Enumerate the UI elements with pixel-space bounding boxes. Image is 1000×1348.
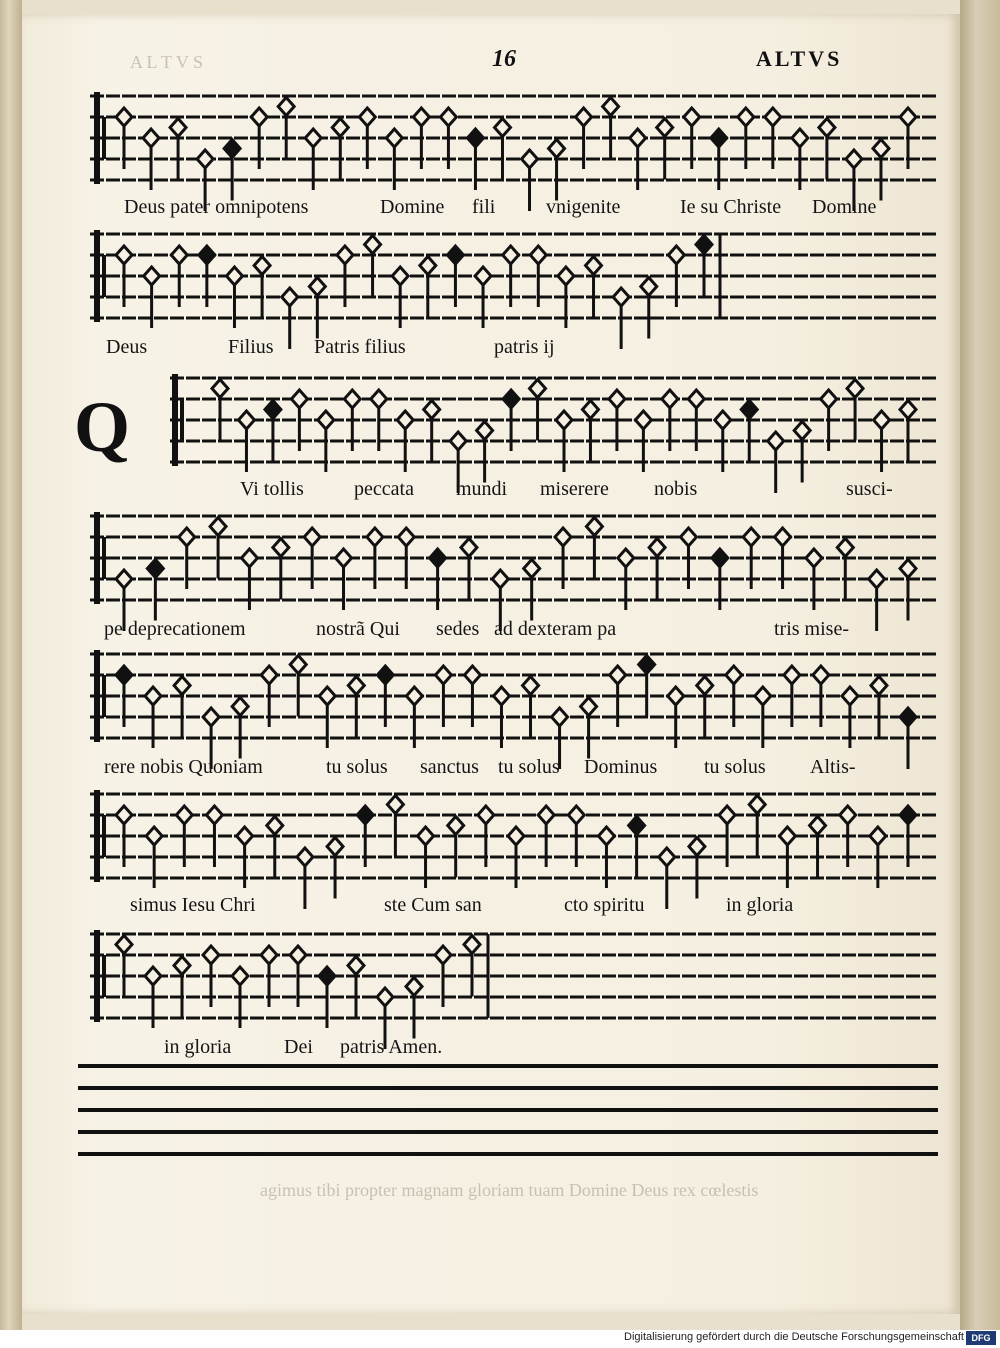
note-head bbox=[203, 946, 219, 964]
lyric-syllable: patris ij bbox=[494, 336, 555, 358]
note-head bbox=[291, 390, 307, 408]
note-head bbox=[348, 677, 364, 695]
note-head bbox=[232, 967, 248, 985]
note-head bbox=[552, 708, 568, 726]
clef-mark bbox=[102, 675, 106, 717]
note-head bbox=[319, 687, 335, 705]
note-head bbox=[467, 129, 483, 147]
note-head bbox=[406, 978, 422, 996]
note-head bbox=[336, 549, 352, 567]
note-head bbox=[371, 390, 387, 408]
note-head bbox=[359, 108, 375, 126]
show-through-text: agimus tibi propter magnam gloriam tuam Domine Deus rex cœlestis bbox=[260, 1180, 759, 1200]
note-head bbox=[609, 390, 625, 408]
note-head bbox=[900, 708, 916, 726]
note-head bbox=[212, 380, 228, 398]
lyric-syllable: Filius bbox=[228, 336, 274, 358]
note-head bbox=[629, 817, 645, 835]
note-head bbox=[598, 827, 614, 845]
clef-mark bbox=[102, 537, 106, 579]
staff-line bbox=[78, 1152, 938, 1156]
lyric-syllable: Dei bbox=[284, 1036, 313, 1058]
note-head bbox=[478, 806, 494, 824]
note-head bbox=[440, 108, 456, 126]
note-head bbox=[304, 528, 320, 546]
note-head bbox=[503, 246, 519, 264]
note-head bbox=[689, 838, 705, 856]
part-name: ALTVS bbox=[756, 46, 843, 71]
note-head bbox=[232, 698, 248, 716]
note-head bbox=[267, 817, 283, 835]
note-head bbox=[367, 528, 383, 546]
lyric-syllable: Patris filius bbox=[314, 336, 406, 358]
note-head bbox=[251, 108, 267, 126]
note-head bbox=[265, 401, 281, 419]
lyric-syllable: Domine bbox=[812, 196, 877, 218]
lyric-syllable: nobis bbox=[654, 478, 698, 500]
note-head bbox=[199, 246, 215, 264]
note-head bbox=[387, 796, 403, 814]
note-head bbox=[555, 528, 571, 546]
note-head bbox=[337, 246, 353, 264]
lyric-syllable: Deus pater omnipotens bbox=[124, 196, 309, 218]
lyric-syllable: mundi bbox=[456, 478, 508, 500]
note-head bbox=[696, 236, 712, 254]
page-number: 16 bbox=[492, 46, 516, 72]
note-head bbox=[146, 827, 162, 845]
note-head bbox=[392, 267, 408, 285]
note-head bbox=[171, 246, 187, 264]
note-head bbox=[768, 432, 784, 450]
dfg-logo: DFG bbox=[966, 1331, 996, 1345]
note-head bbox=[610, 666, 626, 684]
note-head bbox=[530, 380, 546, 398]
note-head bbox=[775, 528, 791, 546]
clef-mark bbox=[94, 230, 100, 322]
note-head bbox=[556, 411, 572, 429]
note-head bbox=[282, 288, 298, 306]
note-head bbox=[873, 140, 889, 158]
note-head bbox=[344, 390, 360, 408]
note-head bbox=[837, 539, 853, 557]
note-head bbox=[224, 140, 240, 158]
note-head bbox=[494, 119, 510, 137]
note-head bbox=[900, 401, 916, 419]
lyric-syllable: miserere bbox=[540, 478, 609, 500]
lyric-syllable: vnigenite bbox=[546, 196, 621, 218]
lyric-syllable: sedes bbox=[436, 618, 480, 640]
note-head bbox=[635, 411, 651, 429]
clef-mark bbox=[102, 955, 106, 997]
lyric-syllable: Vi tollis bbox=[240, 478, 304, 500]
lyric-syllable: Ie su Christe bbox=[680, 196, 782, 218]
note-head bbox=[726, 666, 742, 684]
note-head bbox=[743, 528, 759, 546]
note-head bbox=[174, 677, 190, 695]
note-head bbox=[821, 390, 837, 408]
note-head bbox=[464, 666, 480, 684]
note-head bbox=[874, 411, 890, 429]
note-head bbox=[210, 518, 226, 536]
note-head bbox=[582, 401, 598, 419]
note-head bbox=[327, 838, 343, 856]
note-head bbox=[503, 390, 519, 408]
clef-mark bbox=[94, 92, 100, 184]
note-head bbox=[586, 257, 602, 275]
lyric-syllable: fili bbox=[472, 196, 496, 218]
note-head bbox=[568, 806, 584, 824]
lyric-syllable: cto spiritu bbox=[564, 894, 645, 916]
note-head bbox=[657, 119, 673, 137]
note-head bbox=[719, 806, 735, 824]
note-head bbox=[684, 108, 700, 126]
note-head bbox=[464, 936, 480, 954]
note-head bbox=[357, 806, 373, 824]
note-head bbox=[397, 411, 413, 429]
note-head bbox=[145, 967, 161, 985]
note-head bbox=[871, 677, 887, 695]
note-head bbox=[662, 390, 678, 408]
note-head bbox=[450, 432, 466, 450]
note-head bbox=[174, 957, 190, 975]
lyric-syllable: Dominus bbox=[584, 756, 658, 778]
clef-mark bbox=[94, 790, 100, 882]
note-head bbox=[398, 528, 414, 546]
clef-mark bbox=[94, 650, 100, 742]
note-head bbox=[424, 401, 440, 419]
note-head bbox=[116, 108, 132, 126]
note-head bbox=[697, 677, 713, 695]
note-head bbox=[581, 698, 597, 716]
note-head bbox=[618, 549, 634, 567]
note-head bbox=[448, 817, 464, 835]
note-head bbox=[206, 806, 222, 824]
note-head bbox=[318, 411, 334, 429]
lyric-syllable: patris Amen. bbox=[340, 1036, 443, 1058]
note-head bbox=[319, 967, 335, 985]
decorated-initial: Q bbox=[74, 387, 131, 467]
note-head bbox=[348, 957, 364, 975]
clef-mark bbox=[94, 930, 100, 1022]
note-head bbox=[143, 129, 159, 147]
note-head bbox=[668, 687, 684, 705]
clef-mark bbox=[102, 255, 106, 297]
note-head bbox=[639, 656, 655, 674]
note-head bbox=[176, 806, 192, 824]
note-head bbox=[435, 946, 451, 964]
note-head bbox=[435, 666, 451, 684]
note-head bbox=[649, 539, 665, 557]
note-head bbox=[290, 946, 306, 964]
note-head bbox=[668, 246, 684, 264]
staff-line bbox=[78, 1108, 938, 1112]
note-head bbox=[524, 560, 540, 578]
note-head bbox=[116, 666, 132, 684]
note-head bbox=[538, 806, 554, 824]
note-head bbox=[179, 528, 195, 546]
note-head bbox=[332, 119, 348, 137]
note-head bbox=[680, 528, 696, 546]
note-head bbox=[145, 687, 161, 705]
lyric-syllable: rere nobis Quoniam bbox=[104, 756, 263, 778]
note-head bbox=[749, 796, 765, 814]
note-head bbox=[779, 827, 795, 845]
note-head bbox=[237, 827, 253, 845]
note-head bbox=[116, 570, 132, 588]
note-head bbox=[170, 119, 186, 137]
note-head bbox=[711, 129, 727, 147]
note-head bbox=[116, 806, 132, 824]
note-head bbox=[603, 98, 619, 116]
empty-staff bbox=[78, 1064, 938, 1184]
note-head bbox=[226, 267, 242, 285]
lyric-syllable: pe deprecationem bbox=[104, 618, 246, 640]
lyric-syllable: simus Iesu Chri bbox=[130, 894, 256, 916]
note-head bbox=[576, 108, 592, 126]
note-head bbox=[475, 267, 491, 285]
note-head bbox=[715, 411, 731, 429]
note-head bbox=[846, 150, 862, 168]
note-head bbox=[810, 817, 826, 835]
lyric-syllable: in gloria bbox=[164, 1036, 232, 1058]
note-head bbox=[840, 806, 856, 824]
note-head bbox=[116, 936, 132, 954]
note-head bbox=[238, 411, 254, 429]
note-head bbox=[794, 422, 810, 440]
note-head bbox=[630, 129, 646, 147]
note-head bbox=[261, 666, 277, 684]
staff-line bbox=[78, 1064, 938, 1068]
note-head bbox=[418, 827, 434, 845]
note-head bbox=[792, 129, 808, 147]
note-head bbox=[492, 570, 508, 588]
staff-line bbox=[78, 1086, 938, 1090]
note-head bbox=[523, 677, 539, 695]
note-head bbox=[870, 827, 886, 845]
note-head bbox=[406, 687, 422, 705]
note-head bbox=[430, 549, 446, 567]
note-head bbox=[900, 108, 916, 126]
staff-line bbox=[78, 1130, 938, 1134]
note-head bbox=[116, 246, 132, 264]
note-head bbox=[477, 422, 493, 440]
note-head bbox=[413, 108, 429, 126]
lyric-syllable: Domine bbox=[380, 196, 445, 218]
note-head bbox=[900, 806, 916, 824]
note-head bbox=[305, 129, 321, 147]
lyric-syllable: Deus bbox=[106, 336, 148, 358]
note-head bbox=[738, 108, 754, 126]
lyric-syllable: sanctus bbox=[420, 756, 479, 778]
note-head bbox=[819, 119, 835, 137]
note-head bbox=[309, 278, 325, 296]
note-head bbox=[147, 560, 163, 578]
note-head bbox=[641, 278, 657, 296]
note-head bbox=[447, 246, 463, 264]
note-head bbox=[261, 946, 277, 964]
note-head bbox=[365, 236, 381, 254]
note-head bbox=[900, 560, 916, 578]
lyric-syllable: in gloria bbox=[726, 894, 794, 916]
note-head bbox=[254, 257, 270, 275]
note-head bbox=[613, 288, 629, 306]
digitization-credit: Digitalisierung gefördert durch die Deutsche Forschungsgemeinschaft bbox=[624, 1331, 964, 1343]
note-head bbox=[203, 708, 219, 726]
note-head bbox=[241, 549, 257, 567]
note-head bbox=[420, 257, 436, 275]
note-head bbox=[659, 848, 675, 866]
note-head bbox=[290, 656, 306, 674]
lyric-syllable: tu solus bbox=[326, 756, 388, 778]
note-head bbox=[297, 848, 313, 866]
note-head bbox=[741, 401, 757, 419]
lyric-syllable: ad dexteram pa bbox=[494, 618, 617, 640]
note-head bbox=[688, 390, 704, 408]
clef-mark bbox=[102, 815, 106, 857]
clef-mark bbox=[94, 512, 100, 604]
note-head bbox=[558, 267, 574, 285]
lyric-syllable: tris mise- bbox=[774, 618, 849, 640]
note-head bbox=[508, 827, 524, 845]
note-head bbox=[386, 129, 402, 147]
note-head bbox=[144, 267, 160, 285]
note-head bbox=[197, 150, 213, 168]
note-head bbox=[755, 687, 771, 705]
note-head bbox=[869, 570, 885, 588]
clef-mark bbox=[102, 117, 106, 159]
note-head bbox=[847, 380, 863, 398]
note-head bbox=[493, 687, 509, 705]
note-head bbox=[806, 549, 822, 567]
lyric-syllable: ste Cum san bbox=[384, 894, 482, 916]
note-head bbox=[273, 539, 289, 557]
lyric-syllable: susci- bbox=[846, 478, 893, 500]
clef-mark bbox=[172, 374, 178, 466]
note-head bbox=[765, 108, 781, 126]
lyric-syllable: tu solus bbox=[498, 756, 560, 778]
note-head bbox=[278, 98, 294, 116]
lyric-syllable: nostrã Qui bbox=[316, 618, 400, 640]
note-head bbox=[784, 666, 800, 684]
note-head bbox=[549, 140, 565, 158]
clef-mark bbox=[180, 399, 184, 441]
note-head bbox=[530, 246, 546, 264]
note-head bbox=[712, 549, 728, 567]
show-through-header: A L T V S bbox=[130, 52, 204, 72]
lyric-syllable: Altis- bbox=[810, 756, 856, 778]
lyric-syllable: peccata bbox=[354, 478, 414, 500]
note-head bbox=[461, 539, 477, 557]
note-head bbox=[586, 518, 602, 536]
note-head bbox=[813, 666, 829, 684]
note-head bbox=[522, 150, 538, 168]
note-head bbox=[377, 666, 393, 684]
note-head bbox=[377, 988, 393, 1006]
note-head bbox=[842, 687, 858, 705]
lyric-syllable: tu solus bbox=[704, 756, 766, 778]
